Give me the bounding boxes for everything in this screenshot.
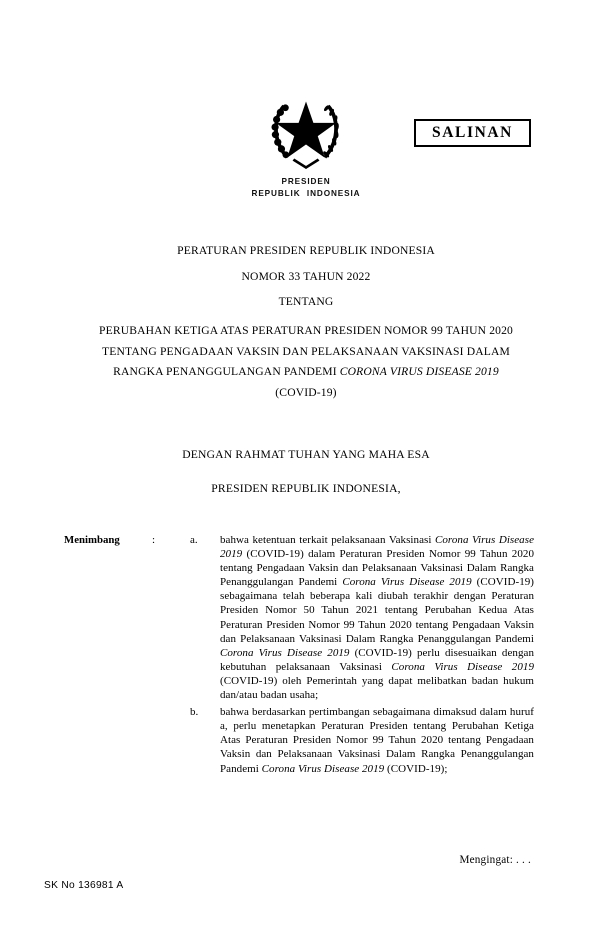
- consideration-item-marker: b.: [190, 706, 199, 719]
- considerations-section: [64, 533, 534, 776]
- salinan-stamp: [414, 119, 531, 147]
- indonesian-presidential-star-emblem-icon: [264, 88, 348, 172]
- consideration-item-text: [220, 533, 534, 702]
- document-title-block: [60, 238, 552, 315]
- consideration-item-text: [220, 705, 534, 775]
- consideration-italic-term: Corona Virus Disease 2019: [391, 660, 535, 673]
- title-line-2: NOMOR 33 TAHUN 2022: [241, 269, 371, 283]
- consideration-italic-term: Corona Virus Disease 2019: [261, 762, 385, 775]
- salinan-stamp-label: SALINAN: [432, 124, 513, 141]
- document-subject-block: [60, 321, 552, 403]
- title-line-4: PERUBAHAN KETIGA ATAS PERATURAN PRESIDEN NOMOR 99 TAHUN 2020: [98, 324, 514, 337]
- considerations-item-list: [190, 533, 534, 776]
- title-line-3: TENTANG: [278, 295, 334, 308]
- emblem-caption: [0, 176, 612, 199]
- consideration-text-run: (COVID-19) perlu disesuaikan dengan kebutuhan pelaksanaan Vaksinasi: [220, 646, 534, 673]
- title-line-6: [60, 362, 552, 383]
- emblem-caption-line-2: REPUBLIK INDONESIA: [251, 188, 361, 198]
- considerations-row: [64, 533, 534, 776]
- consideration-text-run: bahwa berdasarkan pertimbangan sebagaimana dimaksud dalam huruf a, perlu menetapkan Peraturan Presiden tentang Perubahan Ketiga Atas Peraturan Presiden Nomor 99 Tahun 2020 tentang Pengadaan Vaksin dan Pelaksanaan Vaksinasi Dalam Rangka Penanggulangan Pandemi: [220, 706, 534, 775]
- consideration-text-run: bahwa ketentuan terkait pelaksanaan Vaksinasi: [220, 534, 435, 546]
- title-line-6-plain: RANGKA PENANGGULANGAN PANDEMI: [113, 365, 340, 378]
- consideration-italic-term: Corona Virus Disease 2019: [220, 646, 350, 659]
- consideration-text-run: (COVID-19) sebagaimana telah beberapa kali diubah terakhir dengan Peraturan Presiden Nomor 50 Tahun 2021 tentang Perubahan Kedua Atas Peraturan Presiden Nomor 99 Tahun 2020 tentang Pengadaan Vaksin dan Pelaksanaan Vaksinasi Dalam Rangka Penanggulangan Pandemi: [220, 576, 535, 645]
- invocation-line-1: DENGAN RAHMAT TUHAN YANG MAHA ESA: [182, 448, 430, 461]
- considerations-label: Menimbang: [64, 534, 120, 546]
- title-line-1: PERATURAN PRESIDEN REPUBLIK INDONESIA: [177, 244, 435, 257]
- consideration-text-run: (COVID-19) dalam Peraturan Presiden Nomor 99 Tahun 2020 tentang Pengadaan Vaksin dan Pelaksanaan Vaksinasi Dalam Rangka Penanggulangan Pandemi: [220, 548, 534, 589]
- consideration-text-run: (COVID-19);: [384, 762, 448, 775]
- consideration-item-marker: a.: [190, 534, 198, 546]
- consideration-text-run: (COVID-19) oleh Pemerintah yang dapat melibatkan badan hukum dan/atau badan usaha;: [220, 674, 534, 702]
- invocation-line-2: PRESIDEN REPUBLIK INDONESIA,: [211, 482, 401, 495]
- title-line-7: (COVID-19): [275, 385, 337, 399]
- consideration-italic-term: Corona Virus Disease 2019: [220, 534, 535, 561]
- considerations-colon: :: [152, 534, 156, 546]
- sk-number: SK No 136981 A: [44, 880, 124, 891]
- consideration-italic-term: Corona Virus Disease 2019: [342, 576, 472, 589]
- continuation-marker: Mengingat: . . .: [459, 854, 531, 866]
- title-line-5: TENTANG PENGADAAN VAKSIN DAN PELAKSANAAN VAKSINASI DALAM: [102, 344, 510, 358]
- consideration-item: [190, 705, 534, 775]
- emblem-caption-line-1: PRESIDEN: [281, 177, 331, 186]
- title-line-6-italic: CORONA VIRUS DISEASE 2019: [339, 365, 499, 378]
- consideration-item: [190, 533, 534, 702]
